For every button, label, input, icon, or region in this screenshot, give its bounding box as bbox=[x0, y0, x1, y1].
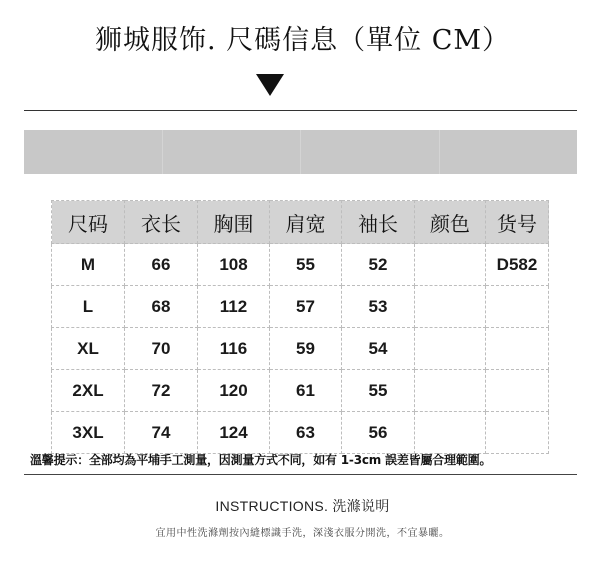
table-cell: 120 bbox=[198, 370, 270, 412]
header-banner bbox=[24, 130, 577, 174]
table-cell: XL bbox=[52, 328, 125, 370]
table-cell: M bbox=[52, 244, 125, 286]
table-cell bbox=[415, 244, 486, 286]
table-cell: 112 bbox=[198, 286, 270, 328]
table-cell: 53 bbox=[342, 286, 415, 328]
table-cell: D582 bbox=[486, 244, 549, 286]
size-table bbox=[51, 200, 549, 454]
table-cell: 124 bbox=[198, 412, 270, 454]
table-cell: 68 bbox=[125, 286, 198, 328]
table-cell: 2XL bbox=[52, 370, 125, 412]
table-row bbox=[52, 286, 549, 328]
table-cell bbox=[415, 328, 486, 370]
divider bbox=[24, 474, 577, 475]
table-cell: 61 bbox=[270, 370, 342, 412]
table-row bbox=[52, 328, 549, 370]
table-header-row bbox=[52, 201, 549, 244]
page-title: 狮城服饰. 尺碼信息（單位 CM） bbox=[94, 25, 511, 56]
table-cell: 108 bbox=[198, 244, 270, 286]
table-cell: 72 bbox=[125, 370, 198, 412]
table-cell: 57 bbox=[270, 286, 342, 328]
table-cell: 66 bbox=[125, 244, 198, 286]
table-cell: 70 bbox=[125, 328, 198, 370]
column-header-sleeve: 袖长 bbox=[342, 201, 415, 244]
instructions-title: INSTRUCTIONS. 洗滌说明 bbox=[215, 498, 390, 514]
down-arrow-icon bbox=[256, 74, 284, 96]
table-cell bbox=[486, 412, 549, 454]
table-cell: 3XL bbox=[52, 412, 125, 454]
table-row bbox=[52, 370, 549, 412]
table-cell: 116 bbox=[198, 328, 270, 370]
column-header-length: 衣长 bbox=[125, 201, 198, 244]
column-header-size: 尺码 bbox=[52, 201, 125, 244]
table-cell: 59 bbox=[270, 328, 342, 370]
column-header-item-no: 货号 bbox=[486, 201, 549, 244]
table-cell bbox=[486, 328, 549, 370]
table-cell bbox=[415, 412, 486, 454]
table-cell bbox=[486, 370, 549, 412]
instructions-text: 宜用中性洗滌劑按內縫標識手洗，深淺衣服分開洗，不宜暴曬。 bbox=[155, 528, 450, 539]
table-cell: 63 bbox=[270, 412, 342, 454]
divider bbox=[24, 110, 577, 111]
table-row bbox=[52, 244, 549, 286]
column-header-shoulder: 肩宽 bbox=[270, 201, 342, 244]
table-cell bbox=[486, 286, 549, 328]
table-cell: L bbox=[52, 286, 125, 328]
table-cell: 55 bbox=[342, 370, 415, 412]
table-cell: 56 bbox=[342, 412, 415, 454]
column-header-chest: 胸围 bbox=[198, 201, 270, 244]
table-cell: 55 bbox=[270, 244, 342, 286]
measurement-note: 溫馨提示：全部均為平埔手工測量，因測量方式不同，如有 1-3cm 誤差皆屬合理範圍。 bbox=[30, 453, 492, 467]
table-cell bbox=[415, 286, 486, 328]
table-cell: 74 bbox=[125, 412, 198, 454]
table-cell bbox=[415, 370, 486, 412]
column-header-color: 颜色 bbox=[415, 201, 486, 244]
table-row bbox=[52, 412, 549, 454]
table-cell: 54 bbox=[342, 328, 415, 370]
table-cell: 52 bbox=[342, 244, 415, 286]
